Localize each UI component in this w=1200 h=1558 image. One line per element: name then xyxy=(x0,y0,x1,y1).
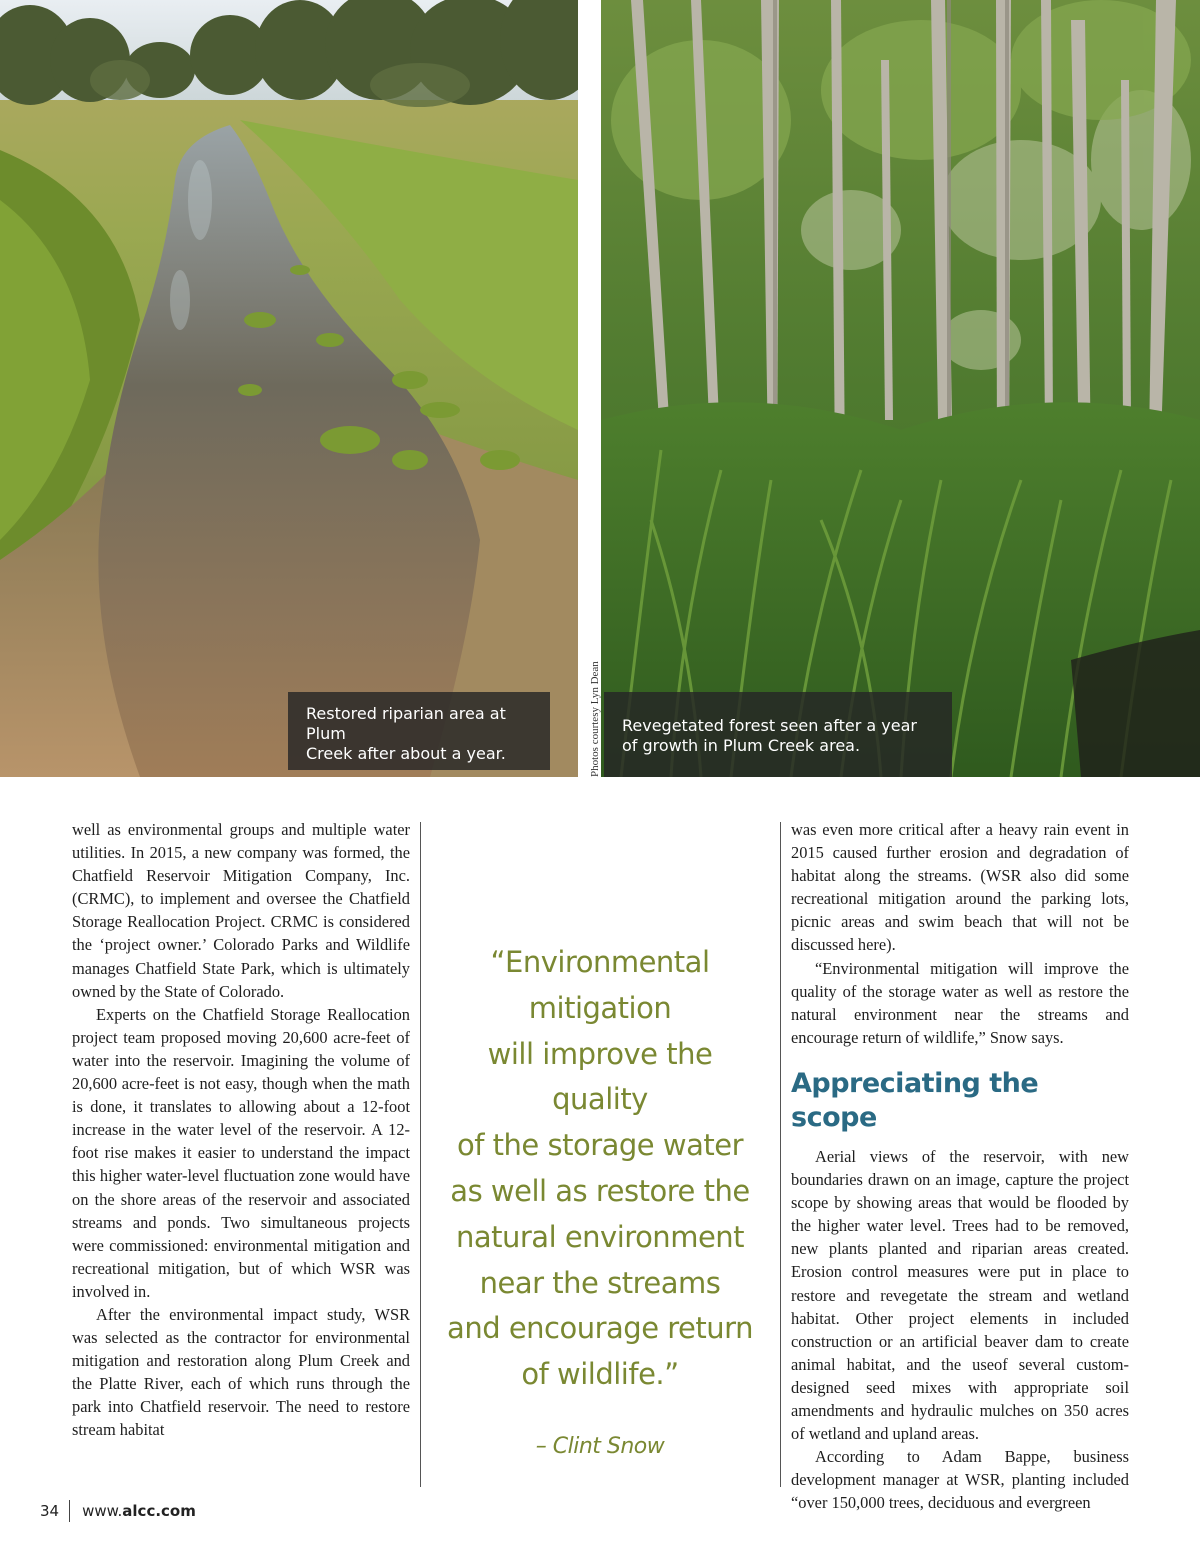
article-paragraph: Experts on the Chatfield Storage Reallocation project team proposed moving 20,600 acre-feet of water into the reservoir. Imagining the volume of 20,600 acre-feet is not easy, though when the math is done, it translates to allowing about a 12-foot increase in the water level of the reservoir. A 12-foot rise makes it easier to understand the impact this higher water-level fluctuation zone would have on the shore areas of the reservoir and associated streams and ponds. Two simultaneous projects were commissioned: environmental mitigation and recreational mitigation, but of which WSR was involved in. xyxy=(72,1004,410,1301)
photo-revegetated-forest xyxy=(601,0,1200,777)
article-paragraph: “Environmental mitigation will improve the quality of the storage water as well as restore the natural environment near the streams and encourage return of wildlife,” Snow says. xyxy=(791,958,1129,1047)
article-paragraph: was even more critical after a heavy rain event in 2015 caused further erosion and degradation of habitat along the streams. (WSR also did some recreational mitigation around the parking lots, picnic areas and swim beach that will not be discussed here). xyxy=(791,820,1129,955)
photo-credit: Photos courtesy Lyn Dean xyxy=(589,661,601,777)
article-paragraph: well as environmental groups and multiple water utilities. In 2015, a new company was formed, the Chatfield Reservoir Mitigation Company, Inc. (CRMC), to implement and oversee the Chatfield Storage Reallocation Project. CRMC is considered the ‘project owner.’ Colorado Parks and Wildlife manages Chatfield State Park, which is ultimately owned by the State of Colorado. xyxy=(72,820,410,1001)
caption-right xyxy=(604,692,952,777)
page-footer xyxy=(40,1500,196,1522)
article-paragraph: Aerial views of the reservoir, with new boundaries drawn on an image, capture the project scope by showing areas that would be flooded by the higher water level. Trees had to be removed, new plants planted and riparian areas created. Erosion control measures were put in place to restore and revegetate the stream and wetland habitat. Other project elements in included construction or an artificial beaver dam to create animal habitat, and the useof several custom-designed seed mixes with appropriate soil amendments and hydraulic mulches on 350 acres of wetland and upland areas. xyxy=(791,1146,1129,1444)
article-column-right xyxy=(791,818,1129,1514)
article-column-left xyxy=(72,818,410,1442)
section-subheading: Appreciating the scope xyxy=(791,1067,1039,1133)
footer-url-prefix: www. xyxy=(82,1502,123,1520)
footer-divider xyxy=(69,1500,70,1522)
column-divider-left xyxy=(420,822,421,1487)
caption-left-text: Restored riparian area at Plum Creek after about a year. xyxy=(306,704,506,763)
caption-right-text: Revegetated forest seen after a year of growth in Plum Creek area. xyxy=(622,716,917,755)
photo-riparian-stream xyxy=(0,0,578,777)
pull-quote-text: “Environmental mitigation will improve the quality of the storage water as well as restore the natural environment near the streams and encourage return of wildlife.” xyxy=(447,945,753,1392)
page-number: 34 xyxy=(40,1502,60,1520)
article-paragraph: According to Adam Bappe, business development manager at WSR, planting included “over 150,000 trees, deciduous and evergreen xyxy=(791,1447,1129,1513)
stream-photo-illustration xyxy=(0,0,578,777)
pull-quote-attribution: – Clint Snow xyxy=(535,1433,665,1459)
footer-url[interactable] xyxy=(82,1502,196,1520)
pull-quote xyxy=(440,940,760,1459)
column-divider-right xyxy=(780,822,781,1487)
article-paragraph: After the environmental impact study, WSR was selected as the contractor for environmental mitigation and restoration along Plum Creek and the Platte River, each of which runs through the park into Chatfield reservoir. The need to restore stream habitat xyxy=(72,1304,410,1440)
caption-left xyxy=(288,692,550,770)
forest-photo-illustration xyxy=(601,0,1200,777)
footer-url-domain: alcc.com xyxy=(122,1502,196,1520)
